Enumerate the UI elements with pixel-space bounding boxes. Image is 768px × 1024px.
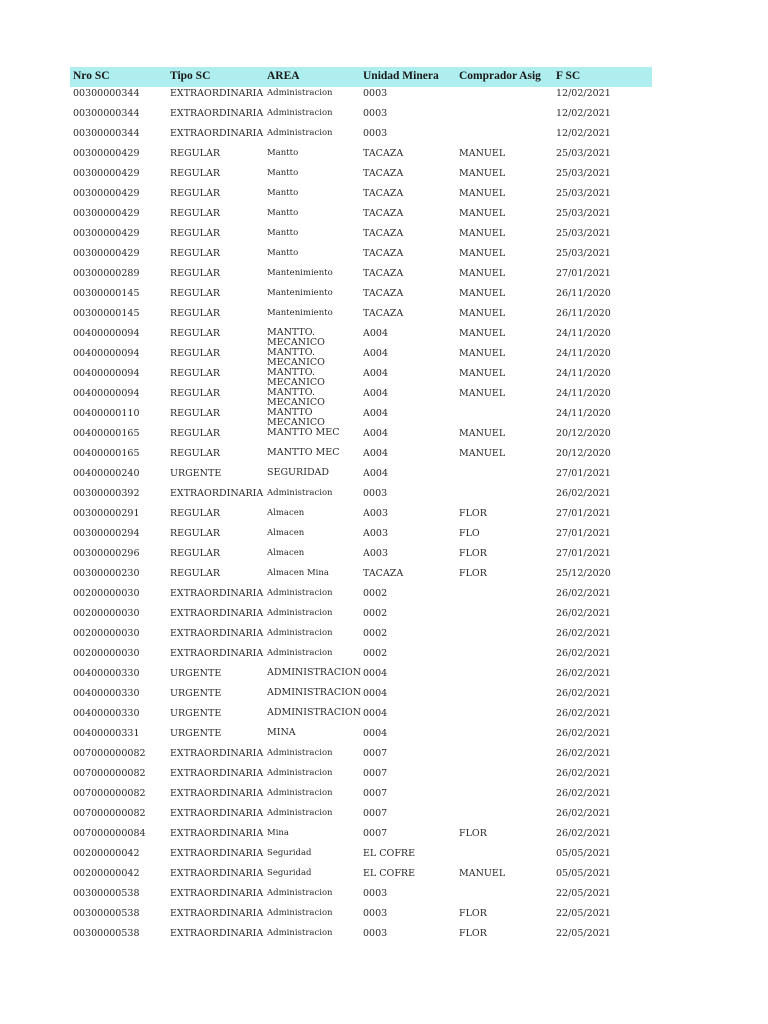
- table-row: [70, 727, 652, 747]
- cell-nro-sc: 007000000082: [73, 808, 146, 819]
- cell-area: Administracion: [267, 608, 333, 618]
- cell-f-sc: 26/02/2021: [556, 728, 611, 739]
- cell-unidad-minera: A004: [363, 468, 388, 479]
- table-row: [70, 587, 652, 607]
- cell-tipo-sc: EXTRAORDINARIA: [170, 128, 264, 139]
- cell-nro-sc: 00400000094: [73, 368, 140, 379]
- cell-f-sc: 20/12/2020: [556, 428, 611, 439]
- table-row: [70, 187, 652, 207]
- table-row: [70, 927, 652, 947]
- cell-unidad-minera: A004: [363, 328, 388, 339]
- cell-tipo-sc: REGULAR: [170, 208, 221, 219]
- cell-f-sc: 26/02/2021: [556, 828, 611, 839]
- cell-comprador-asig: MANUEL: [459, 188, 506, 199]
- cell-f-sc: 25/12/2020: [556, 568, 611, 579]
- cell-unidad-minera: EL COFRE: [363, 868, 415, 879]
- cell-tipo-sc: REGULAR: [170, 248, 221, 259]
- table-row: [70, 647, 652, 667]
- cell-f-sc: 26/02/2021: [556, 588, 611, 599]
- cell-comprador-asig: MANUEL: [459, 148, 506, 159]
- table-row: [70, 287, 652, 307]
- cell-unidad-minera: TACAZA: [363, 268, 404, 279]
- cell-area: Seguridad: [267, 848, 312, 858]
- cell-unidad-minera: 0007: [363, 748, 388, 759]
- cell-f-sc: 24/11/2020: [556, 368, 611, 379]
- cell-tipo-sc: REGULAR: [170, 448, 221, 459]
- cell-f-sc: 24/11/2020: [556, 348, 611, 359]
- cell-unidad-minera: EL COFRE: [363, 848, 415, 859]
- cell-nro-sc: 00300000289: [73, 268, 140, 279]
- cell-comprador-asig: MANUEL: [459, 268, 506, 279]
- cell-tipo-sc: REGULAR: [170, 308, 221, 319]
- cell-nro-sc: 00300000344: [73, 128, 140, 139]
- cell-tipo-sc: REGULAR: [170, 168, 221, 179]
- cell-unidad-minera: TACAZA: [363, 568, 404, 579]
- cell-tipo-sc: EXTRAORDINARIA: [170, 608, 264, 619]
- cell-f-sc: 27/01/2021: [556, 468, 611, 479]
- cell-tipo-sc: REGULAR: [170, 508, 221, 519]
- cell-area: ADMINISTRACION: [267, 667, 362, 678]
- cell-nro-sc: 00300000344: [73, 108, 140, 119]
- cell-nro-sc: 00200000042: [73, 868, 140, 879]
- cell-tipo-sc: REGULAR: [170, 408, 221, 419]
- cell-f-sc: 26/02/2021: [556, 488, 611, 499]
- table-row: [70, 267, 652, 287]
- cell-tipo-sc: REGULAR: [170, 568, 221, 579]
- cell-comprador-asig: MANUEL: [459, 248, 506, 259]
- cell-f-sc: 22/05/2021: [556, 908, 611, 919]
- cell-nro-sc: 00300000429: [73, 148, 140, 159]
- cell-area: Mantto: [267, 148, 299, 158]
- cell-unidad-minera: 0007: [363, 788, 388, 799]
- cell-tipo-sc: REGULAR: [170, 368, 221, 379]
- cell-area: Mantto: [267, 248, 299, 258]
- cell-unidad-minera: 0003: [363, 928, 388, 939]
- cell-comprador-asig: MANUEL: [459, 388, 506, 399]
- cell-unidad-minera: 0004: [363, 668, 388, 679]
- cell-area: Administracion: [267, 748, 333, 758]
- cell-comprador-asig: MANUEL: [459, 448, 506, 459]
- header-nro-sc: Nro SC: [73, 70, 110, 82]
- cell-f-sc: 27/01/2021: [556, 508, 611, 519]
- cell-f-sc: 26/02/2021: [556, 608, 611, 619]
- cell-f-sc: 27/01/2021: [556, 548, 611, 559]
- table-row: [70, 167, 652, 187]
- cell-tipo-sc: EXTRAORDINARIA: [170, 788, 264, 799]
- cell-nro-sc: 007000000084: [73, 828, 146, 839]
- cell-comprador-asig: FLOR: [459, 548, 487, 559]
- cell-area: Mantenimiento: [267, 288, 333, 298]
- cell-area: MINA: [267, 727, 296, 738]
- cell-tipo-sc: URGENTE: [170, 708, 222, 719]
- cell-area: SEGURIDAD: [267, 467, 330, 478]
- cell-tipo-sc: REGULAR: [170, 348, 221, 359]
- cell-nro-sc: 00300000429: [73, 248, 140, 259]
- header-f-sc: F SC: [556, 70, 581, 82]
- cell-comprador-asig: MANUEL: [459, 868, 506, 879]
- cell-nro-sc: 00200000030: [73, 628, 140, 639]
- cell-tipo-sc: EXTRAORDINARIA: [170, 828, 264, 839]
- cell-area: Almacen Mina: [267, 568, 329, 578]
- cell-tipo-sc: REGULAR: [170, 548, 221, 559]
- cell-unidad-minera: A004: [363, 348, 388, 359]
- header-row: [70, 67, 652, 87]
- cell-nro-sc: 00200000030: [73, 648, 140, 659]
- cell-nro-sc: 00200000042: [73, 848, 140, 859]
- cell-nro-sc: 00200000030: [73, 588, 140, 599]
- table-row: [70, 387, 652, 407]
- header-tipo-sc: Tipo SC: [170, 70, 211, 82]
- cell-unidad-minera: A004: [363, 448, 388, 459]
- cell-tipo-sc: EXTRAORDINARIA: [170, 768, 264, 779]
- cell-f-sc: 27/01/2021: [556, 268, 611, 279]
- cell-area: Administracion: [267, 768, 333, 778]
- cell-area: Almacen: [267, 508, 305, 518]
- cell-unidad-minera: TACAZA: [363, 148, 404, 159]
- table-row: [70, 847, 652, 867]
- table-row: [70, 107, 652, 127]
- cell-nro-sc: 00400000110: [73, 408, 140, 419]
- cell-f-sc: 12/02/2021: [556, 128, 611, 139]
- cell-area: Administracion: [267, 488, 333, 498]
- cell-comprador-asig: MANUEL: [459, 348, 506, 359]
- cell-unidad-minera: A004: [363, 428, 388, 439]
- cell-tipo-sc: EXTRAORDINARIA: [170, 628, 264, 639]
- cell-area: Administracion: [267, 928, 333, 938]
- table-row: [70, 527, 652, 547]
- cell-nro-sc: 00400000094: [73, 388, 140, 399]
- spreadsheet-table: [70, 67, 652, 947]
- cell-area: Mantenimiento: [267, 308, 333, 318]
- table-row: [70, 207, 652, 227]
- table-row: [70, 467, 652, 487]
- cell-f-sc: 26/02/2021: [556, 628, 611, 639]
- cell-unidad-minera: A004: [363, 388, 388, 399]
- cell-area: MANTTO. MECANICO: [267, 347, 325, 368]
- cell-tipo-sc: EXTRAORDINARIA: [170, 648, 264, 659]
- table-row: [70, 627, 652, 647]
- cell-area: Administracion: [267, 788, 333, 798]
- cell-comprador-asig: MANUEL: [459, 228, 506, 239]
- cell-f-sc: 26/02/2021: [556, 768, 611, 779]
- cell-area: MANTTO MEC: [267, 427, 340, 438]
- cell-comprador-asig: FLOR: [459, 828, 487, 839]
- cell-f-sc: 22/05/2021: [556, 888, 611, 899]
- cell-unidad-minera: 0002: [363, 608, 388, 619]
- cell-tipo-sc: EXTRAORDINARIA: [170, 808, 264, 819]
- table-row: [70, 787, 652, 807]
- cell-area: MANTTO MEC: [267, 447, 340, 458]
- cell-unidad-minera: 0003: [363, 488, 388, 499]
- cell-f-sc: 26/11/2020: [556, 288, 611, 299]
- cell-unidad-minera: 0007: [363, 808, 388, 819]
- cell-tipo-sc: EXTRAORDINARIA: [170, 588, 264, 599]
- table-row: [70, 87, 652, 107]
- cell-f-sc: 26/02/2021: [556, 688, 611, 699]
- cell-f-sc: 26/02/2021: [556, 808, 611, 819]
- table-row: [70, 307, 652, 327]
- cell-nro-sc: 00400000165: [73, 448, 140, 459]
- cell-f-sc: 25/03/2021: [556, 228, 611, 239]
- cell-area: Mantto: [267, 188, 299, 198]
- cell-nro-sc: 00300000344: [73, 88, 140, 99]
- cell-tipo-sc: EXTRAORDINARIA: [170, 488, 264, 499]
- table-row: [70, 247, 652, 267]
- cell-f-sc: 26/02/2021: [556, 748, 611, 759]
- cell-unidad-minera: 0004: [363, 728, 388, 739]
- cell-unidad-minera: A003: [363, 528, 388, 539]
- cell-tipo-sc: EXTRAORDINARIA: [170, 928, 264, 939]
- table-row: [70, 907, 652, 927]
- cell-unidad-minera: A003: [363, 508, 388, 519]
- cell-comprador-asig: MANUEL: [459, 168, 506, 179]
- cell-tipo-sc: REGULAR: [170, 188, 221, 199]
- cell-area: Administracion: [267, 88, 333, 98]
- cell-unidad-minera: TACAZA: [363, 208, 404, 219]
- table-row: [70, 327, 652, 347]
- cell-tipo-sc: REGULAR: [170, 388, 221, 399]
- cell-nro-sc: 007000000082: [73, 748, 146, 759]
- cell-unidad-minera: TACAZA: [363, 228, 404, 239]
- cell-tipo-sc: URGENTE: [170, 728, 222, 739]
- cell-f-sc: 26/11/2020: [556, 308, 611, 319]
- table-row: [70, 687, 652, 707]
- cell-tipo-sc: REGULAR: [170, 428, 221, 439]
- table-row: [70, 867, 652, 887]
- cell-area: MANTTO. MECANICO: [267, 327, 325, 348]
- cell-comprador-asig: FLO: [459, 528, 480, 539]
- cell-f-sc: 25/03/2021: [556, 248, 611, 259]
- cell-tipo-sc: REGULAR: [170, 288, 221, 299]
- cell-unidad-minera: 0004: [363, 688, 388, 699]
- table-row: [70, 767, 652, 787]
- table-row: [70, 747, 652, 767]
- cell-nro-sc: 00300000538: [73, 908, 140, 919]
- header-comprador-asig: Comprador Asig: [459, 70, 541, 82]
- cell-area: Almacen: [267, 548, 305, 558]
- cell-tipo-sc: REGULAR: [170, 328, 221, 339]
- cell-area: MANTTO. MECANICO: [267, 367, 325, 388]
- cell-comprador-asig: FLOR: [459, 928, 487, 939]
- cell-comprador-asig: FLOR: [459, 508, 487, 519]
- cell-area: Administracion: [267, 628, 333, 638]
- cell-tipo-sc: URGENTE: [170, 668, 222, 679]
- cell-area: ADMINISTRACION: [267, 687, 362, 698]
- cell-tipo-sc: URGENTE: [170, 468, 222, 479]
- cell-unidad-minera: 0003: [363, 108, 388, 119]
- cell-f-sc: 24/11/2020: [556, 328, 611, 339]
- cell-unidad-minera: TACAZA: [363, 248, 404, 259]
- cell-f-sc: 24/11/2020: [556, 408, 611, 419]
- cell-nro-sc: 00300000392: [73, 488, 140, 499]
- cell-unidad-minera: 0007: [363, 828, 388, 839]
- cell-area: Mantto: [267, 228, 299, 238]
- cell-f-sc: 12/02/2021: [556, 108, 611, 119]
- cell-area: Administracion: [267, 908, 333, 918]
- cell-unidad-minera: 0003: [363, 888, 388, 899]
- cell-comprador-asig: MANUEL: [459, 308, 506, 319]
- cell-nro-sc: 00400000331: [73, 728, 140, 739]
- cell-nro-sc: 00400000240: [73, 468, 140, 479]
- cell-unidad-minera: A004: [363, 408, 388, 419]
- cell-unidad-minera: 0003: [363, 908, 388, 919]
- cell-nro-sc: 007000000082: [73, 788, 146, 799]
- cell-comprador-asig: MANUEL: [459, 208, 506, 219]
- cell-tipo-sc: EXTRAORDINARIA: [170, 848, 264, 859]
- cell-unidad-minera: 0003: [363, 128, 388, 139]
- cell-nro-sc: 00300000145: [73, 308, 140, 319]
- cell-nro-sc: 00300000538: [73, 888, 140, 899]
- cell-tipo-sc: EXTRAORDINARIA: [170, 88, 264, 99]
- cell-tipo-sc: EXTRAORDINARIA: [170, 908, 264, 919]
- cell-unidad-minera: 0003: [363, 88, 388, 99]
- table-row: [70, 887, 652, 907]
- cell-area: Administracion: [267, 648, 333, 658]
- cell-nro-sc: 00300000230: [73, 568, 140, 579]
- cell-area: Administracion: [267, 128, 333, 138]
- cell-area: MANTTO MECANICO: [267, 407, 325, 428]
- cell-comprador-asig: FLOR: [459, 568, 487, 579]
- table-row: [70, 707, 652, 727]
- cell-f-sc: 05/05/2021: [556, 848, 611, 859]
- cell-unidad-minera: TACAZA: [363, 168, 404, 179]
- cell-area: Almacen: [267, 528, 305, 538]
- table-row: [70, 407, 652, 427]
- header-area: AREA: [267, 70, 300, 82]
- cell-nro-sc: 00300000538: [73, 928, 140, 939]
- cell-f-sc: 26/02/2021: [556, 708, 611, 719]
- cell-comprador-asig: MANUEL: [459, 328, 506, 339]
- table-row: [70, 607, 652, 627]
- cell-nro-sc: 00400000094: [73, 348, 140, 359]
- cell-unidad-minera: A003: [363, 548, 388, 559]
- cell-nro-sc: 00300000296: [73, 548, 140, 559]
- cell-f-sc: 26/02/2021: [556, 788, 611, 799]
- cell-area: Mantenimiento: [267, 268, 333, 278]
- cell-tipo-sc: EXTRAORDINARIA: [170, 868, 264, 879]
- cell-area: Administracion: [267, 888, 333, 898]
- table-row: [70, 487, 652, 507]
- cell-tipo-sc: EXTRAORDINARIA: [170, 108, 264, 119]
- cell-tipo-sc: EXTRAORDINARIA: [170, 888, 264, 899]
- table-body: [70, 87, 652, 947]
- cell-unidad-minera: 0002: [363, 648, 388, 659]
- cell-nro-sc: 00200000030: [73, 608, 140, 619]
- cell-unidad-minera: 0002: [363, 628, 388, 639]
- cell-f-sc: 22/05/2021: [556, 928, 611, 939]
- table-row: [70, 427, 652, 447]
- table-row: [70, 507, 652, 527]
- table-row: [70, 447, 652, 467]
- table-row: [70, 347, 652, 367]
- cell-area: Administracion: [267, 808, 333, 818]
- table-row: [70, 147, 652, 167]
- cell-area: MANTTO. MECANICO: [267, 387, 325, 408]
- cell-tipo-sc: REGULAR: [170, 148, 221, 159]
- cell-nro-sc: 00400000330: [73, 668, 140, 679]
- cell-tipo-sc: EXTRAORDINARIA: [170, 748, 264, 759]
- cell-unidad-minera: TACAZA: [363, 288, 404, 299]
- cell-f-sc: 25/03/2021: [556, 168, 611, 179]
- cell-f-sc: 20/12/2020: [556, 448, 611, 459]
- cell-f-sc: 05/05/2021: [556, 868, 611, 879]
- cell-area: Administracion: [267, 108, 333, 118]
- cell-area: Mantto: [267, 168, 299, 178]
- cell-unidad-minera: TACAZA: [363, 308, 404, 319]
- table-row: [70, 667, 652, 687]
- cell-comprador-asig: MANUEL: [459, 368, 506, 379]
- cell-comprador-asig: FLOR: [459, 908, 487, 919]
- table-row: [70, 547, 652, 567]
- cell-comprador-asig: MANUEL: [459, 428, 506, 439]
- cell-area: Mantto: [267, 208, 299, 218]
- cell-unidad-minera: 0004: [363, 708, 388, 719]
- cell-nro-sc: 00400000330: [73, 708, 140, 719]
- cell-tipo-sc: URGENTE: [170, 688, 222, 699]
- table-row: [70, 567, 652, 587]
- cell-area: ADMINISTRACION: [267, 707, 362, 718]
- cell-area: Administracion: [267, 588, 333, 598]
- cell-nro-sc: 00400000165: [73, 428, 140, 439]
- cell-nro-sc: 00300000429: [73, 168, 140, 179]
- cell-area: Mina: [267, 828, 289, 838]
- table-row: [70, 827, 652, 847]
- cell-area: Seguridad: [267, 868, 312, 878]
- table-row: [70, 367, 652, 387]
- cell-nro-sc: 00300000145: [73, 288, 140, 299]
- cell-f-sc: 25/03/2021: [556, 188, 611, 199]
- cell-f-sc: 26/02/2021: [556, 648, 611, 659]
- cell-tipo-sc: REGULAR: [170, 228, 221, 239]
- cell-unidad-minera: 0002: [363, 588, 388, 599]
- cell-unidad-minera: A004: [363, 368, 388, 379]
- cell-nro-sc: 007000000082: [73, 768, 146, 779]
- cell-nro-sc: 00300000294: [73, 528, 140, 539]
- table-row: [70, 807, 652, 827]
- cell-nro-sc: 00300000429: [73, 228, 140, 239]
- cell-nro-sc: 00400000094: [73, 328, 140, 339]
- table-row: [70, 127, 652, 147]
- cell-f-sc: 25/03/2021: [556, 148, 611, 159]
- cell-f-sc: 25/03/2021: [556, 208, 611, 219]
- cell-f-sc: 24/11/2020: [556, 388, 611, 399]
- cell-f-sc: 12/02/2021: [556, 88, 611, 99]
- cell-unidad-minera: TACAZA: [363, 188, 404, 199]
- cell-nro-sc: 00400000330: [73, 688, 140, 699]
- table-row: [70, 227, 652, 247]
- cell-unidad-minera: 0007: [363, 768, 388, 779]
- cell-comprador-asig: MANUEL: [459, 288, 506, 299]
- cell-nro-sc: 00300000429: [73, 188, 140, 199]
- cell-nro-sc: 00300000291: [73, 508, 140, 519]
- header-unidad-minera: Unidad Minera: [363, 70, 439, 82]
- cell-tipo-sc: REGULAR: [170, 528, 221, 539]
- cell-f-sc: 27/01/2021: [556, 528, 611, 539]
- cell-tipo-sc: REGULAR: [170, 268, 221, 279]
- cell-nro-sc: 00300000429: [73, 208, 140, 219]
- cell-f-sc: 26/02/2021: [556, 668, 611, 679]
